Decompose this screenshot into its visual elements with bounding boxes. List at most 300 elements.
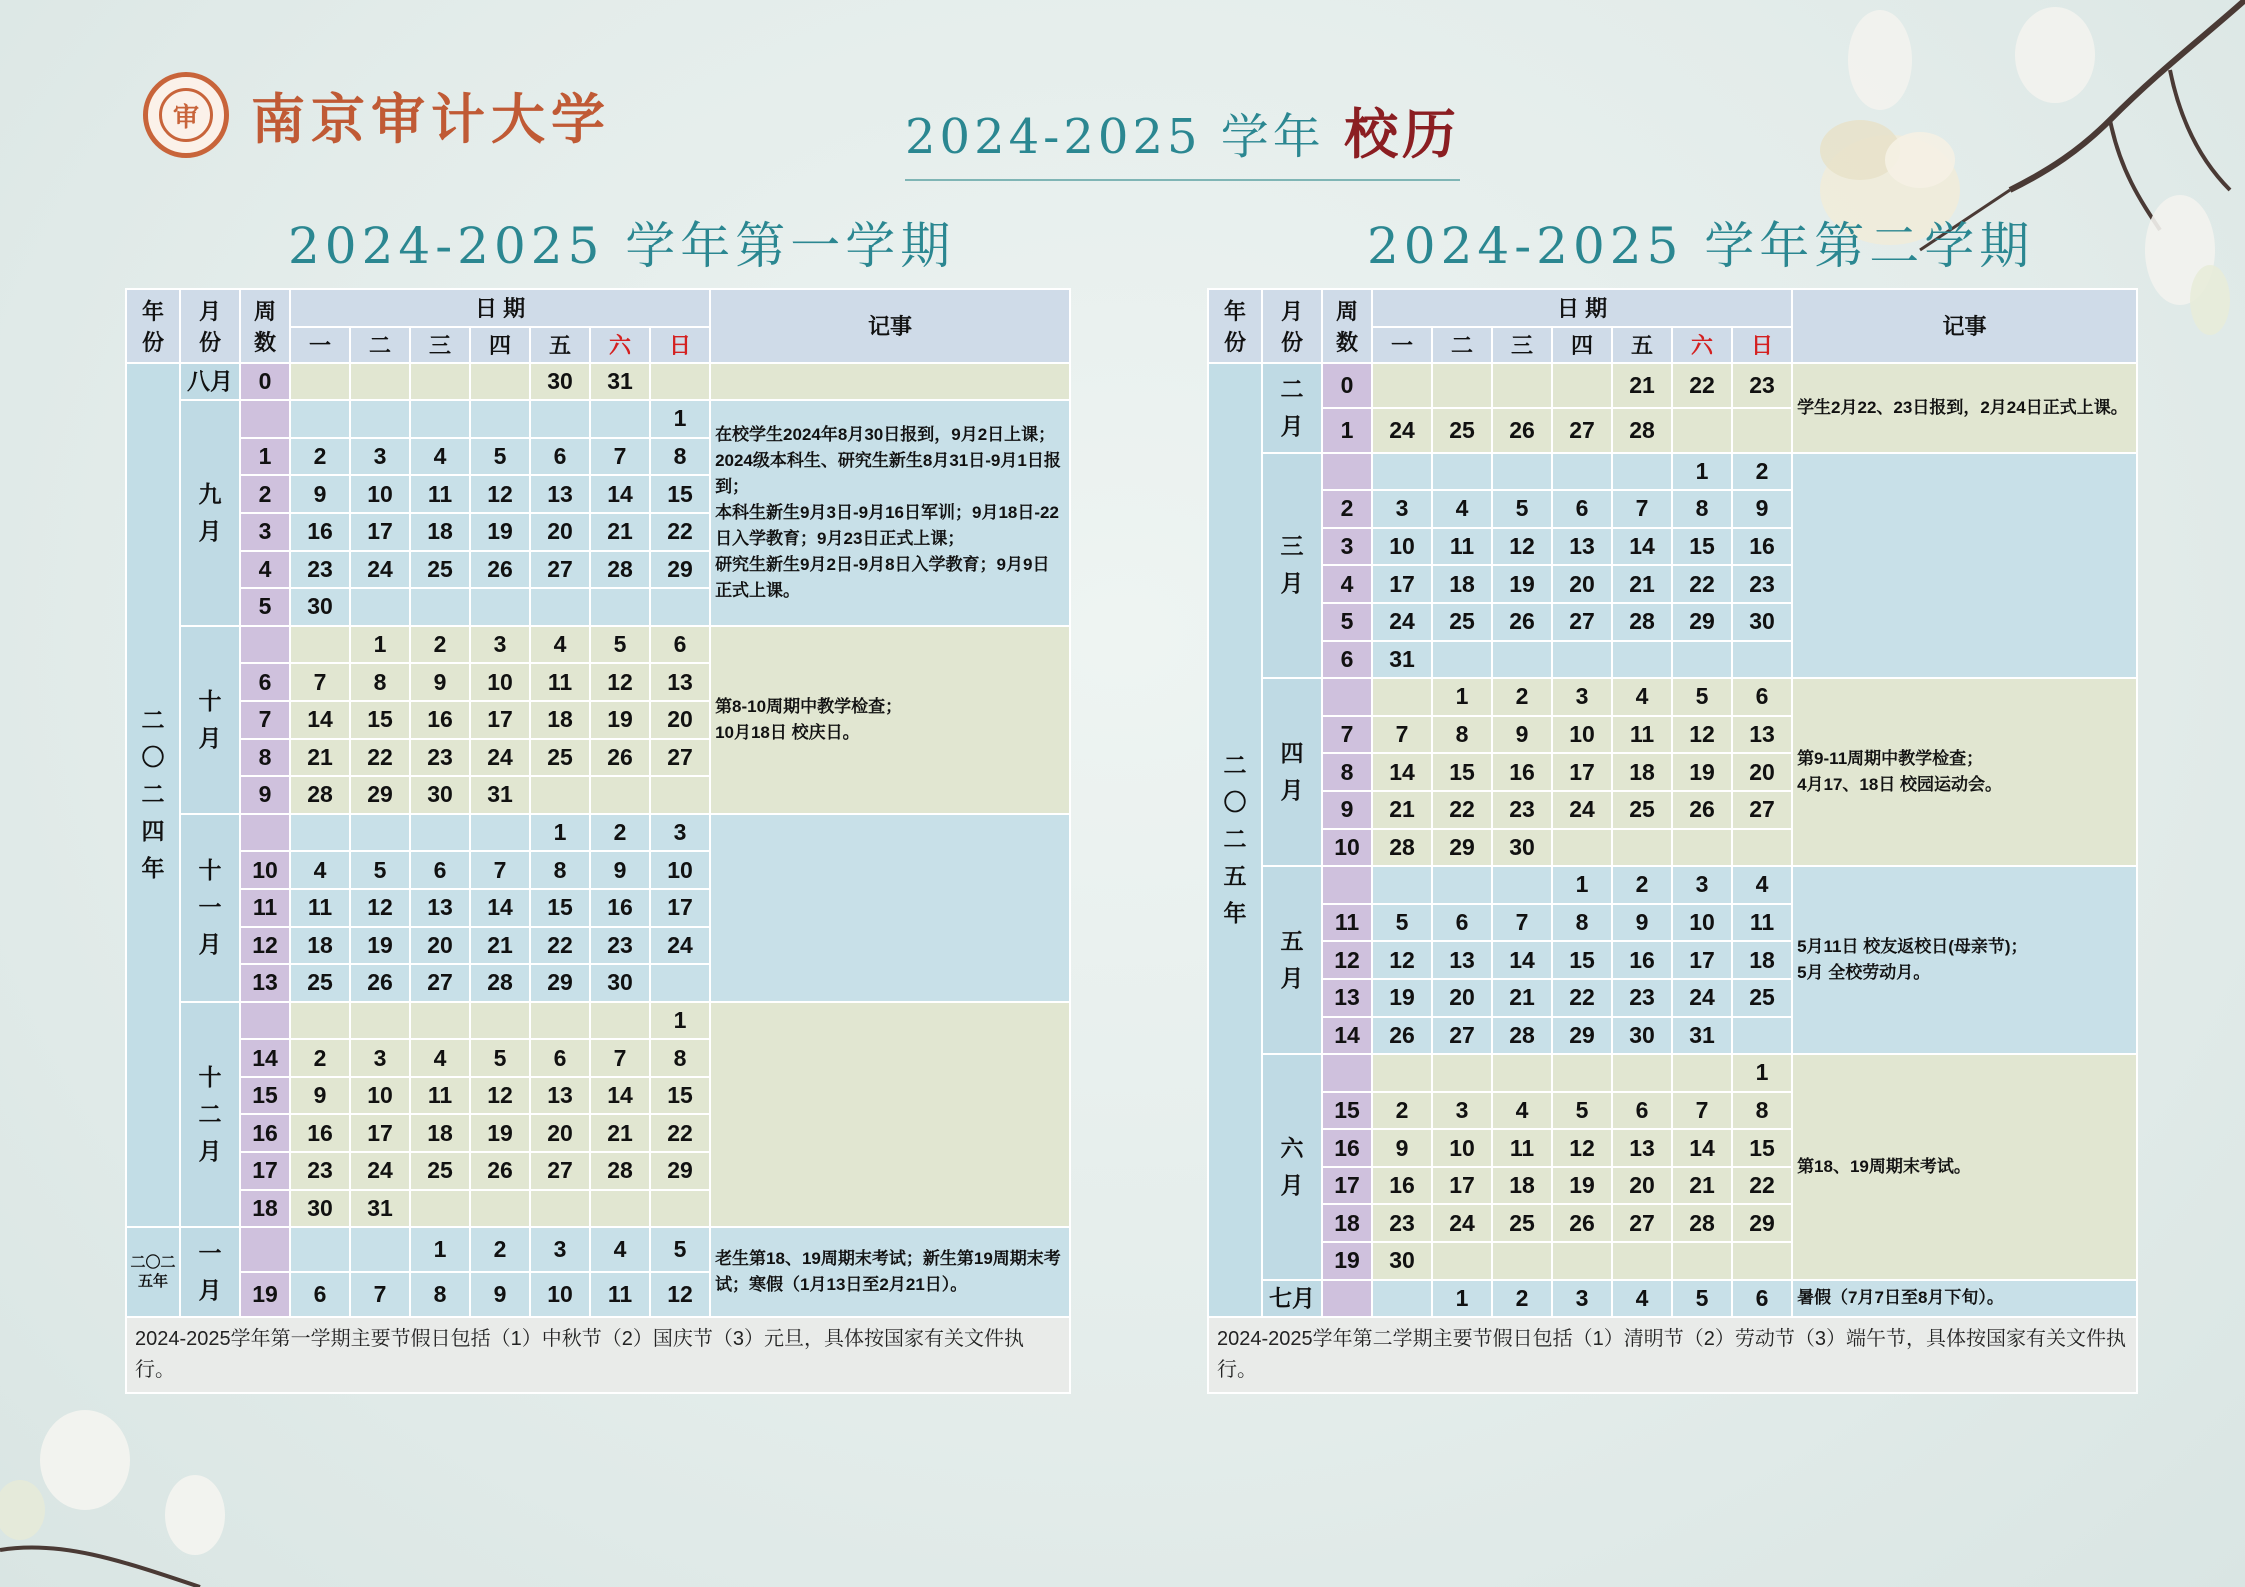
day-cell: 19 xyxy=(470,1114,530,1152)
day-cell: 1 xyxy=(1432,1280,1492,1318)
day-cell: 15 xyxy=(650,475,710,513)
day-cell xyxy=(530,1190,590,1228)
day-cell: 25 xyxy=(410,551,470,589)
day-cell: 15 xyxy=(1432,753,1492,791)
week-number: 14 xyxy=(240,1039,290,1077)
day-cell: 25 xyxy=(1732,979,1792,1017)
header-weekday: 二 xyxy=(350,327,410,363)
day-cell: 14 xyxy=(1372,753,1432,791)
week-number: 5 xyxy=(1322,603,1372,641)
day-cell: 7 xyxy=(590,438,650,476)
day-cell: 16 xyxy=(1372,1167,1432,1205)
day-cell: 16 xyxy=(290,1114,350,1152)
notes-cell xyxy=(1792,453,2137,679)
day-cell: 7 xyxy=(1672,1092,1732,1130)
header-weekday: 日 xyxy=(650,327,710,363)
day-cell: 23 xyxy=(1612,979,1672,1017)
day-cell xyxy=(1552,829,1612,867)
day-cell xyxy=(470,588,530,626)
day-cell: 2 xyxy=(290,1039,350,1077)
day-cell: 10 xyxy=(1552,716,1612,754)
day-cell: 28 xyxy=(1612,408,1672,453)
school-name: 南京审计大学 xyxy=(251,86,611,151)
day-cell: 12 xyxy=(1552,1129,1612,1167)
week-number: 17 xyxy=(240,1152,290,1190)
day-cell: 10 xyxy=(350,475,410,513)
day-cell: 4 xyxy=(530,626,590,664)
day-cell xyxy=(530,588,590,626)
day-cell: 8 xyxy=(350,663,410,701)
day-cell: 21 xyxy=(1612,565,1672,603)
day-cell: 11 xyxy=(530,663,590,701)
day-cell xyxy=(470,400,530,438)
day-cell: 17 xyxy=(350,513,410,551)
day-cell: 25 xyxy=(1432,408,1492,453)
day-cell: 23 xyxy=(290,551,350,589)
day-cell: 19 xyxy=(1372,979,1432,1017)
day-cell xyxy=(1672,1054,1732,1092)
day-cell: 4 xyxy=(1432,490,1492,528)
calendar-row xyxy=(1208,678,2137,716)
day-cell xyxy=(470,1002,530,1040)
day-cell: 29 xyxy=(650,1152,710,1190)
day-cell: 7 xyxy=(1492,904,1552,942)
day-cell xyxy=(1432,641,1492,679)
day-cell: 24 xyxy=(1432,1204,1492,1242)
day-cell: 18 xyxy=(1492,1167,1552,1205)
day-cell: 27 xyxy=(530,551,590,589)
page-title-prefix: 2024-2025 学年 xyxy=(905,109,1325,165)
day-cell: 22 xyxy=(650,513,710,551)
day-cell: 25 xyxy=(1492,1204,1552,1242)
day-cell: 10 xyxy=(1432,1129,1492,1167)
day-cell: 3 xyxy=(650,814,710,852)
day-cell: 29 xyxy=(1732,1204,1792,1242)
day-cell: 19 xyxy=(1552,1167,1612,1205)
week-number: 15 xyxy=(1322,1092,1372,1130)
week-number xyxy=(1322,1054,1372,1092)
day-cell: 5 xyxy=(1492,490,1552,528)
day-cell: 27 xyxy=(1432,1017,1492,1055)
day-cell: 22 xyxy=(1432,791,1492,829)
day-cell: 24 xyxy=(650,927,710,965)
month-label: 十 月 xyxy=(180,626,240,814)
day-cell: 2 xyxy=(1372,1092,1432,1130)
day-cell: 20 xyxy=(1552,565,1612,603)
week-number: 6 xyxy=(240,663,290,701)
day-cell: 13 xyxy=(1732,716,1792,754)
day-cell xyxy=(410,588,470,626)
day-cell xyxy=(1732,1242,1792,1280)
day-cell: 4 xyxy=(410,1039,470,1077)
day-cell: 12 xyxy=(350,889,410,927)
day-cell: 12 xyxy=(1672,716,1732,754)
day-cell: 26 xyxy=(1492,408,1552,453)
day-cell: 25 xyxy=(410,1152,470,1190)
day-cell: 22 xyxy=(1732,1167,1792,1205)
day-cell xyxy=(1612,1054,1672,1092)
day-cell xyxy=(1672,641,1732,679)
week-number xyxy=(1322,453,1372,491)
day-cell: 20 xyxy=(1732,753,1792,791)
day-cell: 7 xyxy=(1372,716,1432,754)
day-cell: 14 xyxy=(470,889,530,927)
day-cell: 26 xyxy=(1552,1204,1612,1242)
day-cell: 2 xyxy=(470,1227,530,1272)
day-cell: 17 xyxy=(1672,941,1732,979)
calendar-row xyxy=(1208,363,2137,408)
week-number: 4 xyxy=(1322,565,1372,603)
week-number: 7 xyxy=(240,701,290,739)
footer-holidays: 2024-2025学年第一学期主要节假日包括（1）中秋节（2）国庆节（3）元旦，具体按国家有关文件执行。 xyxy=(126,1317,1070,1393)
calendar-row xyxy=(1208,866,2137,904)
day-cell: 28 xyxy=(590,551,650,589)
day-cell: 26 xyxy=(470,551,530,589)
day-cell: 21 xyxy=(590,513,650,551)
day-cell xyxy=(410,814,470,852)
day-cell xyxy=(1732,408,1792,453)
header-notes: 记事 xyxy=(1792,289,2137,363)
day-cell: 11 xyxy=(410,1077,470,1115)
day-cell: 16 xyxy=(590,889,650,927)
day-cell: 20 xyxy=(530,1114,590,1152)
day-cell: 8 xyxy=(650,1039,710,1077)
day-cell xyxy=(650,363,710,401)
day-cell xyxy=(1432,453,1492,491)
header-weekday: 五 xyxy=(1612,327,1672,363)
day-cell: 4 xyxy=(1492,1092,1552,1130)
day-cell xyxy=(590,400,650,438)
header-weekday: 三 xyxy=(1492,327,1552,363)
day-cell xyxy=(1552,363,1612,408)
day-cell: 2 xyxy=(1492,678,1552,716)
day-cell xyxy=(650,1190,710,1228)
header-weekday: 六 xyxy=(590,327,650,363)
day-cell xyxy=(1672,408,1732,453)
day-cell: 1 xyxy=(1552,866,1612,904)
week-number: 3 xyxy=(1322,528,1372,566)
day-cell: 27 xyxy=(650,739,710,777)
day-cell: 6 xyxy=(650,626,710,664)
day-cell xyxy=(650,588,710,626)
week-number: 14 xyxy=(1322,1017,1372,1055)
week-number: 17 xyxy=(1322,1167,1372,1205)
day-cell: 29 xyxy=(1552,1017,1612,1055)
day-cell: 17 xyxy=(650,889,710,927)
day-cell: 9 xyxy=(1612,904,1672,942)
day-cell: 17 xyxy=(350,1114,410,1152)
day-cell: 1 xyxy=(1432,678,1492,716)
week-number: 11 xyxy=(240,889,290,927)
day-cell: 28 xyxy=(470,964,530,1002)
week-number: 9 xyxy=(1322,791,1372,829)
day-cell: 21 xyxy=(290,739,350,777)
calendar-row xyxy=(126,626,1070,664)
header-week: 周 数 xyxy=(240,289,290,363)
day-cell: 24 xyxy=(1552,791,1612,829)
day-cell xyxy=(1432,363,1492,408)
day-cell: 30 xyxy=(290,588,350,626)
day-cell: 8 xyxy=(1732,1092,1792,1130)
day-cell: 24 xyxy=(1672,979,1732,1017)
day-cell: 8 xyxy=(1552,904,1612,942)
week-number: 13 xyxy=(240,964,290,1002)
day-cell: 20 xyxy=(410,927,470,965)
day-cell xyxy=(1672,1242,1732,1280)
day-cell xyxy=(410,363,470,401)
day-cell xyxy=(290,400,350,438)
day-cell xyxy=(1492,453,1552,491)
day-cell: 15 xyxy=(1672,528,1732,566)
day-cell: 22 xyxy=(350,739,410,777)
day-cell: 24 xyxy=(1372,408,1432,453)
day-cell: 7 xyxy=(1612,490,1672,528)
day-cell: 28 xyxy=(290,776,350,814)
notes-cell: 暑假（7月7日至8月下旬）。 xyxy=(1792,1280,2137,1318)
day-cell: 30 xyxy=(590,964,650,1002)
year-label-2025: 二 〇 二 五 年 xyxy=(1208,363,1262,1318)
day-cell: 17 xyxy=(1372,565,1432,603)
day-cell xyxy=(1372,678,1432,716)
month-label: 六 月 xyxy=(1262,1054,1322,1280)
day-cell: 25 xyxy=(1432,603,1492,641)
day-cell xyxy=(410,1190,470,1228)
day-cell: 9 xyxy=(590,851,650,889)
day-cell: 16 xyxy=(1612,941,1672,979)
day-cell: 3 xyxy=(1432,1092,1492,1130)
semester1-title: 2024-2025 学年第一学期 xyxy=(288,217,956,275)
day-cell: 4 xyxy=(410,438,470,476)
day-cell: 13 xyxy=(410,889,470,927)
day-cell: 28 xyxy=(1372,829,1432,867)
day-cell xyxy=(350,588,410,626)
header-year: 年 份 xyxy=(1208,289,1262,363)
notes-cell: 5月11日 校友返校日(母亲节)； 5月 全校劳动月。 xyxy=(1792,866,2137,1054)
day-cell: 11 xyxy=(1492,1129,1552,1167)
day-cell xyxy=(530,400,590,438)
day-cell: 30 xyxy=(1612,1017,1672,1055)
day-cell: 8 xyxy=(1432,716,1492,754)
day-cell: 7 xyxy=(590,1039,650,1077)
header-weekday: 四 xyxy=(1552,327,1612,363)
day-cell: 1 xyxy=(410,1227,470,1272)
day-cell: 28 xyxy=(590,1152,650,1190)
day-cell: 21 xyxy=(1612,363,1672,408)
day-cell: 14 xyxy=(590,1077,650,1115)
year-label-2025: 二〇二五年 xyxy=(126,1227,180,1317)
week-number xyxy=(240,1002,290,1040)
day-cell: 20 xyxy=(1612,1167,1672,1205)
day-cell: 9 xyxy=(1732,490,1792,528)
day-cell: 11 xyxy=(1732,904,1792,942)
day-cell: 18 xyxy=(1732,941,1792,979)
day-cell: 12 xyxy=(1492,528,1552,566)
day-cell xyxy=(1432,1242,1492,1280)
calendar-row xyxy=(126,400,1070,438)
day-cell: 5 xyxy=(350,851,410,889)
day-cell: 19 xyxy=(350,927,410,965)
day-cell: 2 xyxy=(590,814,650,852)
week-number: 1 xyxy=(240,438,290,476)
day-cell: 5 xyxy=(650,1227,710,1272)
day-cell: 17 xyxy=(1432,1167,1492,1205)
week-number: 0 xyxy=(240,363,290,401)
week-number: 12 xyxy=(240,927,290,965)
day-cell: 11 xyxy=(1612,716,1672,754)
semester2-title: 2024-2025 学年第二学期 xyxy=(1367,217,2035,275)
header-weekday: 五 xyxy=(530,327,590,363)
week-number: 10 xyxy=(1322,829,1372,867)
day-cell xyxy=(1732,641,1792,679)
day-cell: 6 xyxy=(530,438,590,476)
calendar-row xyxy=(126,814,1070,852)
notes-cell: 在校学生2024年8月30日报到，9月2日上课； 2024级本科生、研究生新生8月31日-9月1日报到； 本科生新生9月3日-9月16日军训；9月18日-22日入学教育；9月23日正式上课； 研究生新生9月2日-9月8日入学教育；9月9日正式上课。 xyxy=(710,400,1070,626)
day-cell: 8 xyxy=(1672,490,1732,528)
header-weekday: 六 xyxy=(1672,327,1732,363)
day-cell: 6 xyxy=(1552,490,1612,528)
day-cell: 21 xyxy=(470,927,530,965)
day-cell: 18 xyxy=(1432,565,1492,603)
day-cell: 8 xyxy=(410,1272,470,1317)
day-cell: 10 xyxy=(1672,904,1732,942)
day-cell xyxy=(1492,866,1552,904)
day-cell: 23 xyxy=(1732,565,1792,603)
day-cell: 24 xyxy=(470,739,530,777)
day-cell: 30 xyxy=(1732,603,1792,641)
header-weekday: 一 xyxy=(290,327,350,363)
day-cell: 6 xyxy=(410,851,470,889)
calendar-row xyxy=(1208,1054,2137,1092)
day-cell: 31 xyxy=(1372,641,1432,679)
day-cell: 7 xyxy=(350,1272,410,1317)
header-weekday: 四 xyxy=(470,327,530,363)
week-number xyxy=(1322,866,1372,904)
day-cell xyxy=(590,588,650,626)
day-cell xyxy=(1492,1242,1552,1280)
day-cell: 22 xyxy=(530,927,590,965)
calendar-row xyxy=(126,363,1070,401)
day-cell xyxy=(590,1002,650,1040)
day-cell: 9 xyxy=(1372,1129,1432,1167)
week-number: 18 xyxy=(240,1190,290,1228)
day-cell: 14 xyxy=(590,475,650,513)
day-cell: 10 xyxy=(470,663,530,701)
day-cell: 1 xyxy=(650,1002,710,1040)
day-cell: 14 xyxy=(290,701,350,739)
week-number: 2 xyxy=(240,475,290,513)
day-cell: 18 xyxy=(530,701,590,739)
day-cell xyxy=(470,363,530,401)
day-cell xyxy=(1612,453,1672,491)
header-week: 周 数 xyxy=(1322,289,1372,363)
day-cell xyxy=(1552,1054,1612,1092)
day-cell: 4 xyxy=(1732,866,1792,904)
day-cell: 15 xyxy=(650,1077,710,1115)
day-cell: 27 xyxy=(410,964,470,1002)
day-cell: 19 xyxy=(470,513,530,551)
week-number xyxy=(1322,678,1372,716)
day-cell: 25 xyxy=(1612,791,1672,829)
day-cell: 23 xyxy=(290,1152,350,1190)
day-cell: 19 xyxy=(1672,753,1732,791)
day-cell: 25 xyxy=(290,964,350,1002)
day-cell xyxy=(1372,363,1432,408)
week-number: 16 xyxy=(240,1114,290,1152)
day-cell xyxy=(290,814,350,852)
day-cell xyxy=(1372,1054,1432,1092)
day-cell: 5 xyxy=(590,626,650,664)
week-number: 4 xyxy=(240,551,290,589)
day-cell: 1 xyxy=(1672,453,1732,491)
day-cell: 12 xyxy=(1372,941,1432,979)
day-cell: 16 xyxy=(410,701,470,739)
day-cell: 3 xyxy=(350,1039,410,1077)
notes-cell: 学生2月22、23日报到，2月24日正式上课。 xyxy=(1792,363,2137,453)
page-title-accent: 校历 xyxy=(1344,102,1461,166)
month-label: 四 月 xyxy=(1262,678,1322,866)
day-cell: 27 xyxy=(1732,791,1792,829)
day-cell: 6 xyxy=(1612,1092,1672,1130)
header-date: 日 期 xyxy=(290,289,710,327)
day-cell xyxy=(470,1190,530,1228)
day-cell: 26 xyxy=(590,739,650,777)
day-cell: 28 xyxy=(1672,1204,1732,1242)
notes-cell: 老生第18、19周期末考试；新生第19周期末考试；寒假（1月13日至2月21日）。 xyxy=(710,1227,1070,1317)
day-cell: 17 xyxy=(1552,753,1612,791)
day-cell: 18 xyxy=(290,927,350,965)
day-cell: 16 xyxy=(1732,528,1792,566)
day-cell: 31 xyxy=(350,1190,410,1228)
day-cell: 30 xyxy=(410,776,470,814)
day-cell: 3 xyxy=(470,626,530,664)
day-cell: 26 xyxy=(350,964,410,1002)
day-cell: 11 xyxy=(290,889,350,927)
day-cell xyxy=(350,814,410,852)
day-cell: 22 xyxy=(1672,363,1732,408)
month-label: 九 月 xyxy=(180,400,240,626)
day-cell xyxy=(350,363,410,401)
day-cell xyxy=(530,776,590,814)
day-cell: 28 xyxy=(1612,603,1672,641)
day-cell: 12 xyxy=(470,1077,530,1115)
day-cell xyxy=(1492,641,1552,679)
week-number: 18 xyxy=(1322,1204,1372,1242)
day-cell: 2 xyxy=(290,438,350,476)
day-cell: 1 xyxy=(350,626,410,664)
day-cell: 21 xyxy=(1372,791,1432,829)
day-cell: 5 xyxy=(1672,678,1732,716)
day-cell: 5 xyxy=(470,1039,530,1077)
day-cell: 6 xyxy=(530,1039,590,1077)
day-cell xyxy=(1732,829,1792,867)
day-cell xyxy=(1552,1242,1612,1280)
day-cell xyxy=(1372,866,1432,904)
day-cell: 8 xyxy=(650,438,710,476)
day-cell xyxy=(1732,1017,1792,1055)
week-number: 13 xyxy=(1322,979,1372,1017)
day-cell xyxy=(1372,1280,1432,1318)
day-cell: 20 xyxy=(1432,979,1492,1017)
day-cell xyxy=(1612,829,1672,867)
calendar-row xyxy=(126,1002,1070,1040)
day-cell: 7 xyxy=(290,663,350,701)
day-cell: 22 xyxy=(650,1114,710,1152)
university-logo xyxy=(143,72,611,158)
week-number: 10 xyxy=(240,851,290,889)
day-cell: 31 xyxy=(590,363,650,401)
day-cell: 13 xyxy=(530,475,590,513)
day-cell: 5 xyxy=(1372,904,1432,942)
